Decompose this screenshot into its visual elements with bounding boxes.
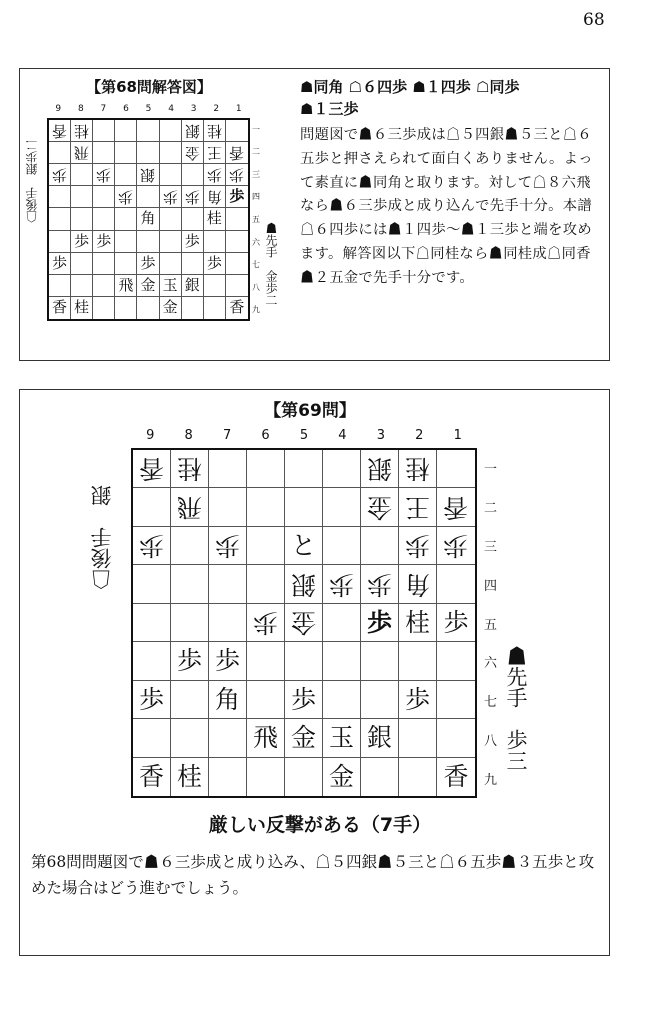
column-number: 1 [453,428,462,443]
problem-69-square [133,642,171,680]
answer-68-square [204,164,226,186]
answer-68-moves-line2: ☗１三歩 [300,100,359,118]
problem-69-square [361,642,399,680]
answer-68-square [49,231,71,253]
problem-69-piece: 角 [404,569,430,599]
row-number: 七 [484,695,498,711]
answer-68-square [49,186,71,208]
problem-69-piece: 香 [138,762,164,792]
problem-69-square [133,758,171,796]
column-number: 4 [168,104,174,114]
answer-68-square [226,120,248,142]
answer-68-square [49,275,71,297]
problem-69-square [209,719,247,757]
problem-69-square [171,719,209,757]
column-number: 5 [145,104,152,114]
problem-69-square [399,450,437,488]
row-number: 八 [484,734,498,750]
answer-68-row-numbers [252,118,260,321]
answer-68-square [204,231,226,253]
column-number: 4 [338,428,347,443]
answer-68-square [182,208,204,230]
problem-69-square [399,758,437,796]
answer-68-square [71,231,93,253]
answer-68-piece: 歩 [229,166,245,185]
problem-69-square [133,488,171,526]
answer-68-square [137,186,159,208]
problem-69-square [247,565,285,603]
answer-68-piece: 金 [184,144,200,163]
problem-69-piece: 歩 [443,531,469,561]
answer-68-square [93,120,115,142]
answer-68-piece: 歩 [52,253,68,272]
answer-68-title: 【第68問解答図】 [86,78,212,96]
answer-68-square [115,275,137,297]
answer-68-square [160,120,182,142]
answer-68-square [71,253,93,275]
problem-69-piece: 桂 [176,762,202,792]
answer-68-square [49,253,71,275]
problem-69-piece: 金 [328,762,354,792]
answer-68-square [226,164,248,186]
answer-68-square [93,253,115,275]
problem-69-square [437,565,475,603]
problem-69-square [285,604,323,642]
problem-69-piece: 銀 [366,723,392,753]
problem-69-piece: 香 [443,492,469,522]
row-number: 六 [252,237,260,247]
row-number: 九 [252,305,260,315]
answer-68-square [137,297,159,319]
answer-68-piece: 歩 [118,188,134,207]
answer-68-column-numbers [47,104,250,114]
answer-68-square [49,164,71,186]
problem-69-square [323,450,361,488]
problem-69-piece: 王 [404,492,430,522]
answer-68-square [49,297,71,319]
problem-69-sente-hand: ☗先手 歩三 [504,645,528,771]
problem-69-piece: 桂 [404,607,430,637]
problem-69-square [361,758,399,796]
problem-69-piece: 飛 [252,723,278,753]
answer-68-square [226,186,248,208]
answer-68-piece: 桂 [74,298,90,317]
problem-69-square [399,681,437,719]
answer-68-square [182,186,204,208]
answer-68-square [137,120,159,142]
problem-69-square [399,719,437,757]
answer-68-square [226,231,248,253]
answer-68-square [115,253,137,275]
column-number: 8 [184,428,193,443]
problem-69-square [361,450,399,488]
answer-68-square [93,231,115,253]
answer-68-square [160,208,182,230]
answer-68-square [226,297,248,319]
answer-68-piece: 桂 [206,209,222,228]
problem-69-square [323,719,361,757]
problem-69-square [437,642,475,680]
answer-68-square [226,142,248,164]
problem-69-piece: 歩 [328,569,354,599]
problem-69-gote-hand: ☖後手 銀 [90,485,114,590]
answer-68-piece: 香 [229,144,245,163]
problem-69-square [171,642,209,680]
answer-68-square [115,164,137,186]
answer-68-square [160,142,182,164]
answer-68-square [182,231,204,253]
answer-68-piece: 桂 [74,122,90,141]
problem-69-square [323,758,361,796]
problem-69-piece: 歩 [404,531,430,561]
problem-69-square [399,488,437,526]
row-number: 五 [484,617,498,633]
problem-69-piece: 飛 [176,492,202,522]
answer-68-board [47,118,250,321]
problem-69-square [323,488,361,526]
answer-68-square [49,208,71,230]
column-number: 2 [213,104,220,114]
answer-68-square [71,186,93,208]
problem-69-square [209,527,247,565]
problem-69-square [209,681,247,719]
answer-68-square [160,231,182,253]
row-number: 八 [252,282,260,292]
answer-68-square [93,164,115,186]
problem-69-piece: 歩 [214,531,240,561]
answer-68-square [71,120,93,142]
problem-69-piece: 玉 [328,723,354,753]
answer-68-square [137,231,159,253]
answer-68-piece: 歩 [52,166,68,185]
answer-68-square [115,297,137,319]
answer-68-square [115,142,137,164]
answer-68-square [49,142,71,164]
row-number: 五 [252,215,260,225]
problem-69-square [437,681,475,719]
problem-69-square [399,565,437,603]
answer-68-square [71,275,93,297]
problem-69-square [247,450,285,488]
answer-68-piece: 銀 [184,122,200,141]
problem-69-square [171,565,209,603]
answer-68-piece: 金 [140,275,156,294]
column-number: 6 [261,428,270,443]
answer-68-square [204,120,226,142]
answer-68-square [71,142,93,164]
problem-69-square [361,719,399,757]
problem-69-square [361,681,399,719]
problem-69-square [133,681,171,719]
answer-68-explanation: 問題図で☗６三歩成は☖５四銀☗５三と☖６五歩と押さえられて面白くありません。よって素直に☗同角と取ります。対して☖８六飛なら☗６三歩成と成り込んで先手十分。本譜☖６四歩には☗１四歩～☗１三歩と端を攻めます。解答図以下☖同桂なら☗同桂成☖同香☗２五金で先手十分です。 [300,127,593,286]
row-number: 三 [484,539,498,555]
problem-69-piece: 金 [290,607,316,637]
problem-69-piece: と [290,531,316,561]
answer-68-piece: 歩 [206,253,222,272]
problem-69-square [437,527,475,565]
problem-69-piece: 歩 [366,569,392,599]
problem-69-square [437,488,475,526]
answer-68-square [204,275,226,297]
problem-69-square [247,719,285,757]
answer-68-square [137,253,159,275]
column-number: 3 [190,104,197,114]
problem-69-square [247,604,285,642]
problem-69-piece: 金 [366,492,392,522]
answer-68-square [160,253,182,275]
column-number: 9 [146,428,155,443]
answer-68-square [204,142,226,164]
row-number: 九 [484,773,498,789]
problem-69-square [323,527,361,565]
answer-68-square [204,186,226,208]
answer-68-square [115,186,137,208]
answer-68-piece: 香 [52,122,68,141]
column-number: 9 [55,104,62,114]
answer-68-square [71,297,93,319]
problem-69-square [133,527,171,565]
answer-68-moves-line1: ☗同角 ☖６四歩 ☗１四歩 ☖同歩 [300,78,520,96]
answer-68-square [160,186,182,208]
column-number: 2 [415,428,424,443]
answer-68-square [160,297,182,319]
answer-68-piece: 歩 [74,231,90,250]
problem-69-square [209,450,247,488]
problem-69-square [285,565,323,603]
problem-69-square [361,527,399,565]
answer-68-piece: 角 [140,209,156,228]
answer-68-square [115,231,137,253]
problem-69-square [247,681,285,719]
problem-69-piece: 角 [214,684,240,714]
column-number: 8 [77,104,84,114]
answer-68-piece: 歩 [96,231,112,250]
answer-68-square [93,275,115,297]
problem-69-square [399,604,437,642]
column-number: 5 [299,428,309,443]
problem-69-square [247,642,285,680]
answer-68-piece: 王 [206,144,222,163]
answer-68-piece: 歩 [206,166,222,185]
problem-69-piece: 歩 [214,646,240,676]
row-number: 二 [484,500,498,516]
problem-69-square [361,604,399,642]
problem-69-square [437,719,475,757]
row-number: 四 [252,192,260,202]
answer-68-piece: 歩 [140,253,156,272]
answer-68-square [137,142,159,164]
problem-69-piece: 桂 [404,454,430,484]
problem-69-square [285,488,323,526]
problem-69-square [247,527,285,565]
problem-69-piece: 銀 [366,454,392,484]
problem-69-square [247,758,285,796]
problem-69-square [285,719,323,757]
problem-69-square [133,450,171,488]
answer-68-square [71,164,93,186]
problem-69-square [323,604,361,642]
column-number: 7 [222,428,232,443]
problem-69-piece: 香 [443,762,469,792]
answer-68-square [115,208,137,230]
problem-69-piece: 桂 [176,454,202,484]
answer-68-piece: 香 [52,298,68,317]
problem-69-column-numbers [131,428,477,443]
answer-68-piece: 飛 [118,275,134,294]
column-number: 3 [376,428,385,443]
problem-69-title: 【第69問】 [264,401,356,421]
problem-69-piece: 歩 [404,684,430,714]
problem-69-square [361,565,399,603]
problem-69-square [209,758,247,796]
answer-68-square [115,120,137,142]
problem-69-piece: 歩 [290,684,316,714]
answer-68-square [204,253,226,275]
problem-69-square [285,450,323,488]
problem-69-square [209,604,247,642]
answer-68-square [182,142,204,164]
problem-69-square [437,604,475,642]
problem-69-piece: 歩 [252,607,278,637]
problem-69-square [361,488,399,526]
answer-68-square [226,253,248,275]
answer-68-square [71,208,93,230]
problem-69-caption: 厳しい反撃がある（7手） [208,814,432,836]
answer-68-square [137,208,159,230]
problem-69-square [171,527,209,565]
answer-68-moves [300,76,600,120]
answer-68-square [93,297,115,319]
problem-69-piece: 歩 [366,607,392,637]
row-number: 二 [252,147,260,157]
row-number: 六 [484,656,498,672]
answer-68-square [182,275,204,297]
problem-69-square [285,681,323,719]
page-number: 68 [583,10,605,30]
answer-68-square [204,297,226,319]
row-number: 四 [484,578,498,594]
answer-68-square [204,208,226,230]
answer-68-square [160,275,182,297]
answer-68-piece: 桂 [206,122,222,141]
problem-69-square [285,642,323,680]
problem-69-row-numbers [484,448,497,798]
row-number: 三 [252,169,260,179]
row-number: 一 [484,461,498,477]
answer-68-square [93,142,115,164]
problem-69-piece: 銀 [290,569,316,599]
problem-69-square [209,488,247,526]
answer-68-square [160,164,182,186]
problem-69-square [171,604,209,642]
answer-68-square [93,208,115,230]
answer-68-square [182,164,204,186]
problem-69-square [171,681,209,719]
problem-69-piece: 香 [138,454,164,484]
problem-69-square [285,527,323,565]
column-number: 6 [123,104,129,114]
answer-68-piece: 歩 [96,166,112,185]
answer-68-square [182,297,204,319]
problem-69-piece: 金 [290,723,316,753]
answer-68-square [49,120,71,142]
problem-69-square [209,565,247,603]
answer-68-piece: 角 [206,188,222,207]
answer-68-square [137,164,159,186]
problem-69-piece: 歩 [138,531,164,561]
problem-69-square [285,758,323,796]
problem-69-piece: 歩 [443,607,469,637]
problem-69-square [437,758,475,796]
problem-69-square [171,758,209,796]
problem-69-square [133,565,171,603]
answer-68-square [182,120,204,142]
problem-69-square [399,642,437,680]
answer-68-piece: 歩 [184,188,200,207]
answer-68-square [137,275,159,297]
problem-69-square [323,681,361,719]
answer-68-piece: 飛 [74,144,90,163]
row-number: 七 [252,260,260,270]
answer-68-piece: 銀 [184,275,200,294]
problem-69-piece: 歩 [138,684,164,714]
problem-69-square [209,642,247,680]
problem-69-square [133,719,171,757]
problem-69-square [323,642,361,680]
answer-68-sente-hand: ☗先手 金歩二 [264,222,278,306]
problem-69-square [437,450,475,488]
answer-68-piece: 歩 [229,187,245,206]
problem-69-square [171,488,209,526]
answer-68-square [226,275,248,297]
problem-69-square [247,488,285,526]
problem-69-square [323,565,361,603]
problem-69-question: 第68問問題図で☗６三歩成と成り込み、☖５四銀☗５三と☖６五歩☗３五歩と攻めた場合はどう進むでしょう。 [31,853,595,897]
problem-69-board [131,448,477,798]
answer-68-square [226,208,248,230]
problem-69-square [171,450,209,488]
problem-69-square [399,527,437,565]
column-number: 1 [235,104,242,114]
answer-68-square [182,253,204,275]
column-number: 7 [100,104,107,114]
answer-68-piece: 香 [229,298,245,317]
problem-69-square [133,604,171,642]
answer-68-piece: 玉 [162,275,178,294]
answer-68-piece: 銀 [140,166,156,185]
answer-68-gote-hand: ☖後手 銀歩二 [25,139,39,223]
answer-68-piece: 歩 [162,188,178,207]
answer-68-piece: 金 [162,298,178,317]
row-number: 一 [252,124,260,134]
problem-69-piece: 歩 [176,646,202,676]
answer-68-piece: 歩 [184,231,200,250]
answer-68-square [93,186,115,208]
